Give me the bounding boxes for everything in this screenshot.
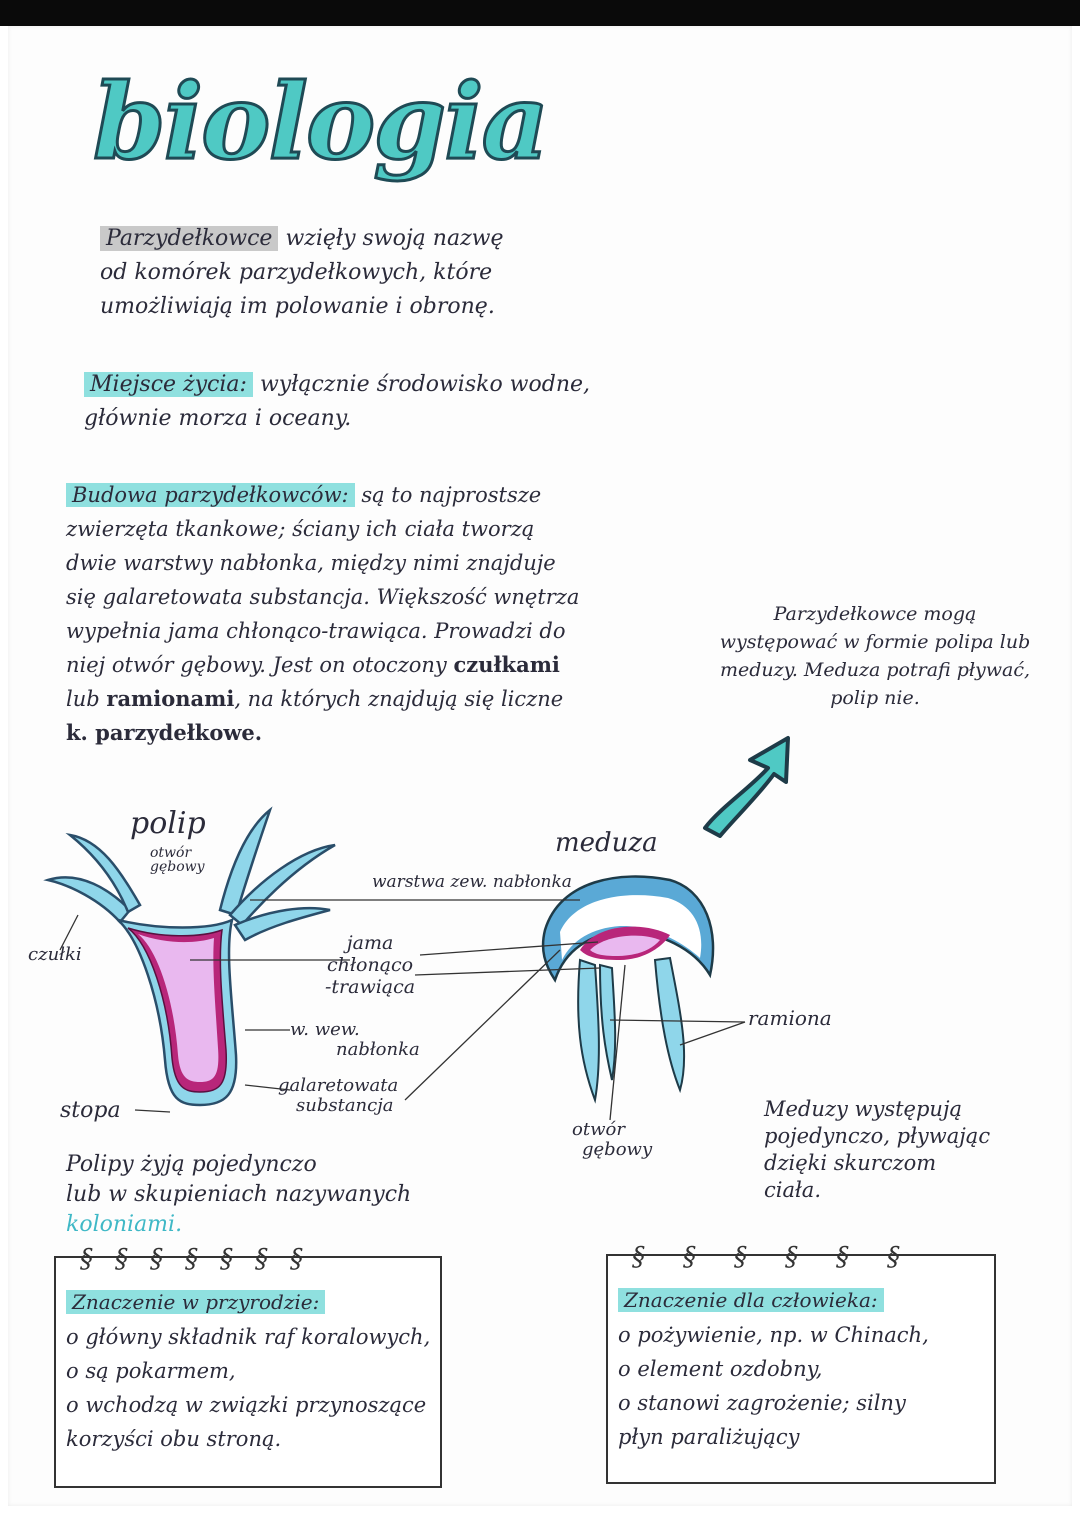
box-nature-list: [66, 1320, 430, 1456]
habitat-line: wyłącznie środowisko wodne,: [259, 372, 591, 397]
list-item: o są pokarmem,: [66, 1359, 236, 1383]
polyp-note-line: lub w skupieniach nazywanych: [66, 1182, 412, 1207]
structure-line: się galaretowata substancja. Większość wnętrza: [66, 585, 580, 609]
box-human-head: Znaczenie dla człowieka:: [618, 1288, 884, 1312]
forms-line: występować w formie polipa lub: [719, 631, 1031, 653]
label-czulki: czułki: [28, 944, 82, 965]
polyp-note-koloniami: koloniami.: [66, 1212, 183, 1237]
medusa-note-line: dzięki skurczom: [764, 1151, 937, 1175]
label-line: gębowy: [582, 1139, 653, 1160]
list-item: o główny składnik raf koralowych,: [66, 1325, 431, 1349]
list-item: korzyści obu stroną.: [66, 1427, 282, 1451]
forms-paragraph: [680, 600, 1070, 712]
title-text: biologia: [92, 60, 548, 183]
label-line: jama: [346, 932, 394, 954]
label-otwor-gebowy-polip: [150, 846, 205, 874]
label-line: otwór: [150, 845, 192, 861]
medusa-note-line: Meduzy występują: [764, 1097, 962, 1121]
label-line: chłonąco: [326, 954, 414, 976]
habitat-highlight: Miejsce życia:: [84, 372, 253, 397]
spiral-rings-icon: §§§§§§§: [80, 1244, 325, 1274]
label-galaretowata: [278, 1076, 398, 1116]
top-bar: [0, 0, 1080, 26]
label-w-wew: [290, 1020, 420, 1060]
polyp-note-line: Polipy żyją pojedynczo: [66, 1152, 317, 1177]
structure-paragraph: [66, 478, 666, 750]
structure-line: , na których znajdują się liczne: [234, 687, 564, 711]
structure-line: dwie warstwy nabłonka, między nimi znajduje: [66, 551, 556, 575]
label-line: nabłonka: [336, 1039, 420, 1060]
intro-paragraph: [100, 222, 620, 324]
label-otwor-gebowy-meduza: [572, 1120, 652, 1160]
list-item: o element ozdobny,: [618, 1357, 823, 1381]
label-line: w. wew.: [290, 1019, 360, 1040]
polyp-note: [66, 1150, 486, 1240]
bold-term-parzydelkowe: k. parzydełkowe.: [66, 720, 263, 745]
medusa-arms: [578, 958, 684, 1100]
intro-line: od komórek parzydełkowych, które: [100, 260, 493, 285]
intro-highlight: Parzydełkowce: [100, 226, 278, 251]
list-item: o wchodzą w związki przynoszące: [66, 1393, 427, 1417]
list-item: płyn paraliżujący: [618, 1425, 800, 1449]
structure-line: są to najprostsze: [361, 483, 542, 507]
medusa-note-line: ciała.: [764, 1178, 822, 1202]
medusa-note-line: pojedynczo, pływając: [764, 1124, 991, 1148]
label-line: galaretowata: [278, 1075, 399, 1096]
forms-line: meduzy. Meduza potrafi pływać,: [719, 659, 1031, 681]
intro-line: wzięły swoją nazwę: [285, 226, 504, 251]
structure-line: wypełnia jama chłonąco-trawiąca. Prowadzi do: [66, 619, 566, 643]
box-nature-head: Znaczenie w przyrodzie:: [66, 1290, 325, 1314]
label-line: substancja: [296, 1095, 394, 1116]
intro-line: umożliwiają im polowanie i obronę.: [100, 294, 495, 319]
box-human-list: [618, 1318, 929, 1454]
box-znaczenie-przyroda: [54, 1244, 442, 1488]
label-line: gębowy: [150, 859, 205, 875]
forms-line: polip nie.: [830, 687, 920, 709]
medusa-note: [764, 1096, 1064, 1204]
spiral-rings-icon: §§§§§§: [632, 1242, 938, 1272]
list-item: o stanowi zagrożenie; silny: [618, 1391, 906, 1415]
habitat-paragraph: [84, 368, 624, 436]
label-ramiona: ramiona: [748, 1006, 832, 1030]
label-warstwa-zew: warstwa zew. nabłonka: [372, 872, 572, 892]
structure-line: niej otwór gębowy. Jest on otoczony: [66, 653, 447, 677]
label-meduza: meduza: [555, 828, 658, 858]
structure-line: zwierzęta tkankowe; ściany ich ciała tworzą: [66, 517, 535, 541]
bold-term-ramionami: ramionami: [106, 686, 235, 711]
bold-term-czulkami: czułkami: [453, 652, 560, 677]
box-znaczenie-czlowiek: [606, 1242, 996, 1484]
habitat-line: głównie morza i oceany.: [84, 406, 352, 431]
label-line: otwór: [572, 1119, 625, 1140]
structure-highlight: Budowa parzydełkowców:: [66, 483, 355, 507]
label-polip: polip: [130, 806, 206, 841]
forms-line: Parzydełkowce mogą: [773, 603, 977, 625]
label-jama: [325, 932, 415, 998]
label-stopa: stopa: [60, 1098, 121, 1123]
label-line: -trawiąca: [325, 976, 416, 998]
structure-line: lub: [66, 687, 100, 711]
page-title: [60, 52, 580, 202]
list-item: o pożywienie, np. w Chinach,: [618, 1323, 929, 1347]
